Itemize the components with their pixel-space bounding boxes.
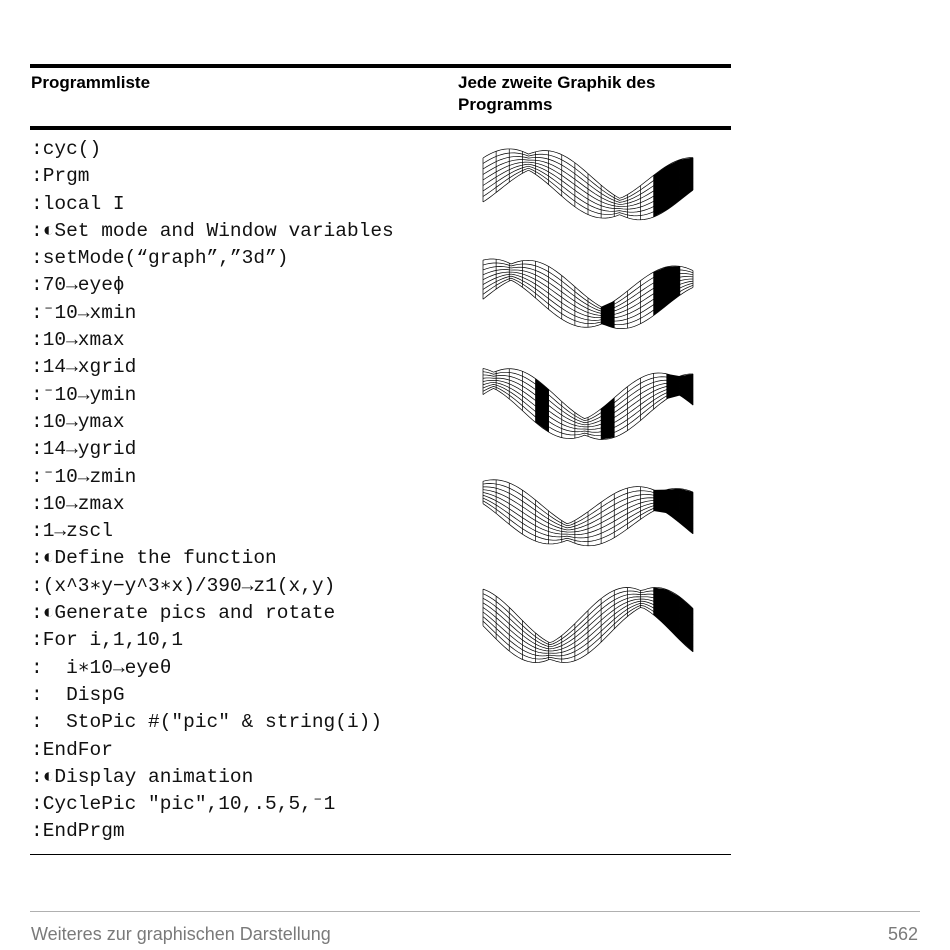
- column-header-graphics: Jede zweite Graphik des Programms: [458, 73, 656, 114]
- code-line: :(x^3∗y−y^3∗x)/390→z1(x,y): [31, 574, 336, 597]
- table-top-rule: [30, 64, 731, 68]
- graph-3: [475, 360, 705, 450]
- code-line: :1→zscl: [31, 520, 113, 543]
- column-header-program-list: Programmliste: [31, 73, 151, 92]
- page-number: 562: [887, 924, 918, 944]
- code-line: : i∗10→eyeθ: [31, 656, 172, 679]
- graph-1: [475, 140, 705, 230]
- code-line: : StoPic #("pic" & string(i)): [31, 711, 383, 734]
- footer-rule: [30, 911, 920, 912]
- code-line: :10→zmax: [31, 492, 125, 515]
- code-line: :⁻10→ymin: [31, 383, 137, 406]
- code-line: :14→ygrid: [31, 438, 137, 461]
- code-line: :10→ymax: [31, 410, 125, 433]
- code-line: :EndFor: [31, 738, 113, 761]
- surface-dark-patch: [667, 160, 680, 210]
- graph-4: [475, 470, 705, 560]
- code-line: :70→eyeϕ: [31, 274, 125, 297]
- code-line: : DispG: [31, 683, 125, 706]
- code-line: :⁻10→zmin: [31, 465, 137, 488]
- code-line: :◐Generate pics and rotate: [31, 602, 336, 625]
- mesh-line: [483, 372, 693, 421]
- code-line: :◐Define the function: [31, 547, 277, 570]
- code-line: :CyclePic "pic",10,.5,5,⁻1: [31, 793, 336, 816]
- code-line: :14→xgrid: [31, 356, 137, 379]
- graph-2: [475, 250, 705, 340]
- mesh-line: [483, 368, 693, 418]
- graph-5: [475, 580, 705, 670]
- graph-column: [475, 140, 705, 660]
- code-line: :local I: [31, 192, 125, 215]
- program-listing: [31, 136, 394, 846]
- code-line: :setMode(“graph”,”3d”): [31, 247, 289, 270]
- code-line: :EndPrgm: [31, 820, 125, 843]
- surface-dark-patch: [680, 374, 693, 405]
- code-line: :◐Display animation: [31, 765, 254, 788]
- code-line: :For i,1,10,1: [31, 629, 184, 652]
- code-line: :⁻10→xmin: [31, 301, 137, 324]
- code-line: :◐Set mode and Window variables: [31, 219, 394, 242]
- footer-section-title: Weiteres zur graphischen Darstellung: [31, 924, 331, 944]
- code-line: :Prgm: [31, 165, 90, 188]
- code-line: :10→xmax: [31, 329, 125, 352]
- table-bottom-rule: [30, 854, 731, 855]
- code-line: :cyc(): [31, 138, 102, 160]
- header-bottom-rule: [30, 126, 731, 130]
